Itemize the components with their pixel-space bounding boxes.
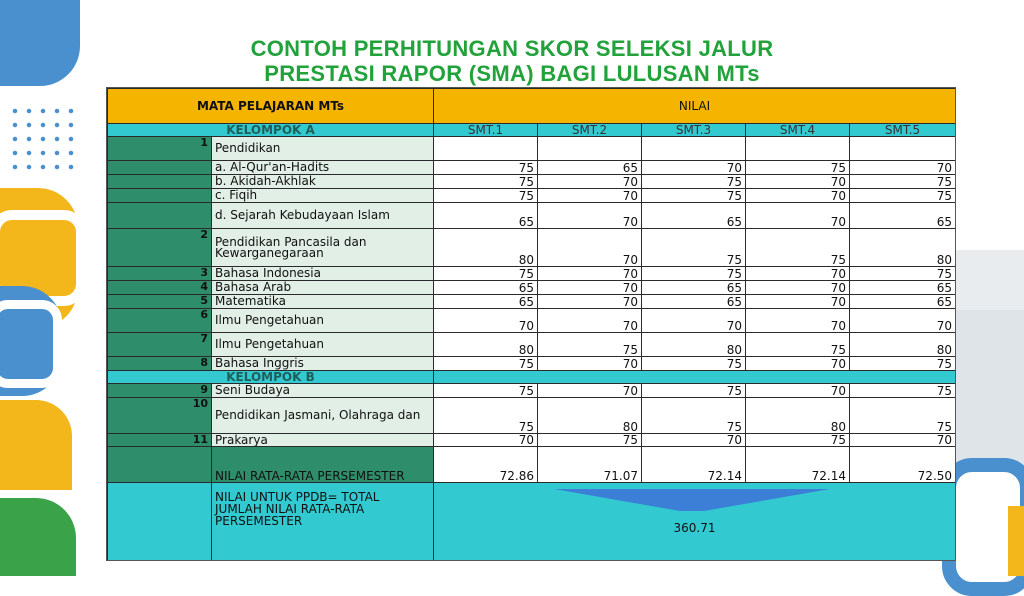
score-cell: 70 xyxy=(746,309,850,333)
table-row xyxy=(108,175,956,189)
score-table-image xyxy=(107,88,955,560)
row-number: 3 xyxy=(108,267,212,281)
score-cell: 80 xyxy=(850,229,956,267)
score-cell: 70 xyxy=(642,161,746,175)
row-number: 5 xyxy=(108,295,212,309)
score-cell: 75 xyxy=(642,229,746,267)
subject-cell: Pendidikan Jasmani, Olahraga dan xyxy=(212,398,434,434)
score-cell: 80 xyxy=(850,333,956,357)
row-number xyxy=(108,203,212,229)
score-cell: 75 xyxy=(434,175,538,189)
row-number xyxy=(108,175,212,189)
average-label: NILAI RATA-RATA PERSEMESTER xyxy=(212,447,434,483)
page-title xyxy=(150,36,874,86)
decor-dot-grid xyxy=(8,104,78,174)
score-cell: 75 xyxy=(642,267,746,281)
score-cell: 70 xyxy=(538,384,642,398)
decor-yellow-corner xyxy=(1008,506,1024,576)
row-number: 9 xyxy=(108,384,212,398)
table-row xyxy=(108,267,956,281)
score-cell: 75 xyxy=(642,175,746,189)
score-cell: 70 xyxy=(538,175,642,189)
score-cell: 70 xyxy=(850,434,956,447)
score-cell: 70 xyxy=(746,175,850,189)
table-row xyxy=(108,161,956,175)
score-cell: 70 xyxy=(746,281,850,295)
score-cell: 75 xyxy=(434,384,538,398)
down-arrow-icon xyxy=(554,489,830,513)
semester-header: SMT.2 xyxy=(538,124,642,137)
subject-cell: Seni Budaya xyxy=(212,384,434,398)
score-cell: 70 xyxy=(850,161,956,175)
score-cell: 70 xyxy=(434,309,538,333)
score-cell: 70 xyxy=(538,203,642,229)
score-cell: 80 xyxy=(642,333,746,357)
decor-blue-tab xyxy=(0,0,80,86)
score-cell: 75 xyxy=(850,175,956,189)
semester-header: SMT.4 xyxy=(746,124,850,137)
row-number xyxy=(108,161,212,175)
score-cell: 65 xyxy=(850,295,956,309)
subject-cell: Pendidikan xyxy=(212,137,434,161)
score-cell: 75 xyxy=(538,333,642,357)
header-subject: MATA PELAJARAN MTs xyxy=(108,89,434,124)
table-row xyxy=(108,281,956,295)
score-cell: 75 xyxy=(850,384,956,398)
semester-header: SMT.3 xyxy=(642,124,746,137)
decor-yellow-shape-2 xyxy=(0,400,72,490)
group-b-fill xyxy=(434,371,956,384)
score-cell: 65 xyxy=(538,161,642,175)
average-num-cell xyxy=(108,447,212,483)
average-cell: 72.50 xyxy=(850,447,956,483)
decor-green-shape xyxy=(0,498,76,576)
score-cell: 80 xyxy=(538,398,642,434)
final-num-cell xyxy=(108,483,212,561)
score-cell: 70 xyxy=(538,267,642,281)
score-cell: 75 xyxy=(434,357,538,371)
score-cell: 80 xyxy=(434,229,538,267)
semester-header: SMT.5 xyxy=(850,124,956,137)
score-cell: 75 xyxy=(538,434,642,447)
table-row xyxy=(108,357,956,371)
semester-header: SMT.1 xyxy=(434,124,538,137)
subject-cell: Bahasa Inggris xyxy=(212,357,434,371)
average-cell: 72.86 xyxy=(434,447,538,483)
score-cell: 80 xyxy=(746,398,850,434)
score-cell: 65 xyxy=(434,281,538,295)
row-number: 4 xyxy=(108,281,212,295)
score-cell: 75 xyxy=(746,161,850,175)
row-number: 1 xyxy=(108,137,212,161)
score-cell xyxy=(850,137,956,161)
score-cell: 65 xyxy=(642,203,746,229)
table-row xyxy=(108,295,956,309)
score-cell: 75 xyxy=(434,267,538,281)
score-cell: 75 xyxy=(642,384,746,398)
score-table xyxy=(107,88,955,560)
score-cell: 65 xyxy=(850,203,956,229)
final-row xyxy=(108,483,956,561)
score-cell: 70 xyxy=(538,189,642,203)
title-line-1: CONTOH PERHITUNGAN SKOR SELEKSI JALUR xyxy=(250,36,774,61)
final-value: 360.71 xyxy=(673,520,716,535)
average-cell: 71.07 xyxy=(538,447,642,483)
score-cell: 70 xyxy=(746,189,850,203)
row-number: 11 xyxy=(108,434,212,447)
score-cell: 70 xyxy=(746,203,850,229)
score-cell xyxy=(746,137,850,161)
subject-cell: Matematika xyxy=(212,295,434,309)
score-cell: 75 xyxy=(850,357,956,371)
final-label: NILAI UNTUK PPDB= TOTAL JUMLAH NILAI RATA-RATA PERSEMESTER xyxy=(212,483,434,561)
table-row xyxy=(108,137,956,161)
score-cell: 70 xyxy=(746,357,850,371)
score-cell: 65 xyxy=(642,295,746,309)
table-row xyxy=(108,398,956,434)
final-value-cell xyxy=(434,483,956,561)
score-cell: 70 xyxy=(746,384,850,398)
table-row xyxy=(108,229,956,267)
row-number: 7 xyxy=(108,333,212,357)
row-number xyxy=(108,189,212,203)
score-cell: 75 xyxy=(642,357,746,371)
subject-cell: d. Sejarah Kebudayaan Islam xyxy=(212,203,434,229)
average-cell: 72.14 xyxy=(746,447,850,483)
group-b-row xyxy=(108,371,956,384)
score-cell: 75 xyxy=(850,189,956,203)
score-cell: 70 xyxy=(746,267,850,281)
table-row xyxy=(108,333,956,357)
subject-cell: Bahasa Arab xyxy=(212,281,434,295)
score-cell: 75 xyxy=(642,189,746,203)
score-cell: 65 xyxy=(434,295,538,309)
score-cell xyxy=(538,137,642,161)
row-number: 8 xyxy=(108,357,212,371)
score-cell: 80 xyxy=(434,333,538,357)
score-cell: 70 xyxy=(434,434,538,447)
subject-cell: Bahasa Indonesia xyxy=(212,267,434,281)
score-cell: 75 xyxy=(642,398,746,434)
subject-cell: b. Akidah-Akhlak xyxy=(212,175,434,189)
score-cell: 70 xyxy=(538,295,642,309)
table-row xyxy=(108,189,956,203)
score-cell: 75 xyxy=(850,398,956,434)
score-cell: 75 xyxy=(746,229,850,267)
table-row xyxy=(108,384,956,398)
score-cell: 70 xyxy=(746,295,850,309)
score-cell: 65 xyxy=(434,203,538,229)
score-cell: 70 xyxy=(642,309,746,333)
score-cell: 75 xyxy=(746,333,850,357)
row-number: 6 xyxy=(108,309,212,333)
score-cell: 65 xyxy=(642,281,746,295)
average-row xyxy=(108,447,956,483)
score-cell: 75 xyxy=(746,434,850,447)
score-cell: 70 xyxy=(538,357,642,371)
subject-cell: Ilmu Pengetahuan xyxy=(212,309,434,333)
score-cell: 75 xyxy=(434,398,538,434)
row-number: 10 xyxy=(108,398,212,434)
group-b-label: KELOMPOK B xyxy=(108,371,434,384)
subject-cell: c. Fiqih xyxy=(212,189,434,203)
score-cell: 75 xyxy=(434,161,538,175)
average-cell: 72.14 xyxy=(642,447,746,483)
table-row xyxy=(108,434,956,447)
title-line-2: PRESTASI RAPOR (SMA) BAGI LULUSAN MTs xyxy=(264,61,760,86)
score-cell xyxy=(642,137,746,161)
subject-cell: Pendidikan Pancasila dan Kewarganegaraan xyxy=(212,229,434,267)
score-cell: 70 xyxy=(538,281,642,295)
score-cell: 75 xyxy=(850,267,956,281)
subject-cell: a. Al-Qur'an-Hadits xyxy=(212,161,434,175)
row-number: 2 xyxy=(108,229,212,267)
group-a-label: KELOMPOK A xyxy=(108,124,434,137)
score-cell xyxy=(434,137,538,161)
score-cell: 70 xyxy=(642,434,746,447)
score-cell: 70 xyxy=(850,309,956,333)
table-row xyxy=(108,309,956,333)
score-cell: 65 xyxy=(850,281,956,295)
subject-cell: Ilmu Pengetahuan xyxy=(212,333,434,357)
score-cell: 70 xyxy=(538,229,642,267)
subject-cell: Prakarya xyxy=(212,434,434,447)
table-row xyxy=(108,203,956,229)
score-cell: 75 xyxy=(434,189,538,203)
score-cell: 70 xyxy=(538,309,642,333)
decor-white-ring-2 xyxy=(0,300,62,388)
header-nilai: NILAI xyxy=(434,89,956,124)
